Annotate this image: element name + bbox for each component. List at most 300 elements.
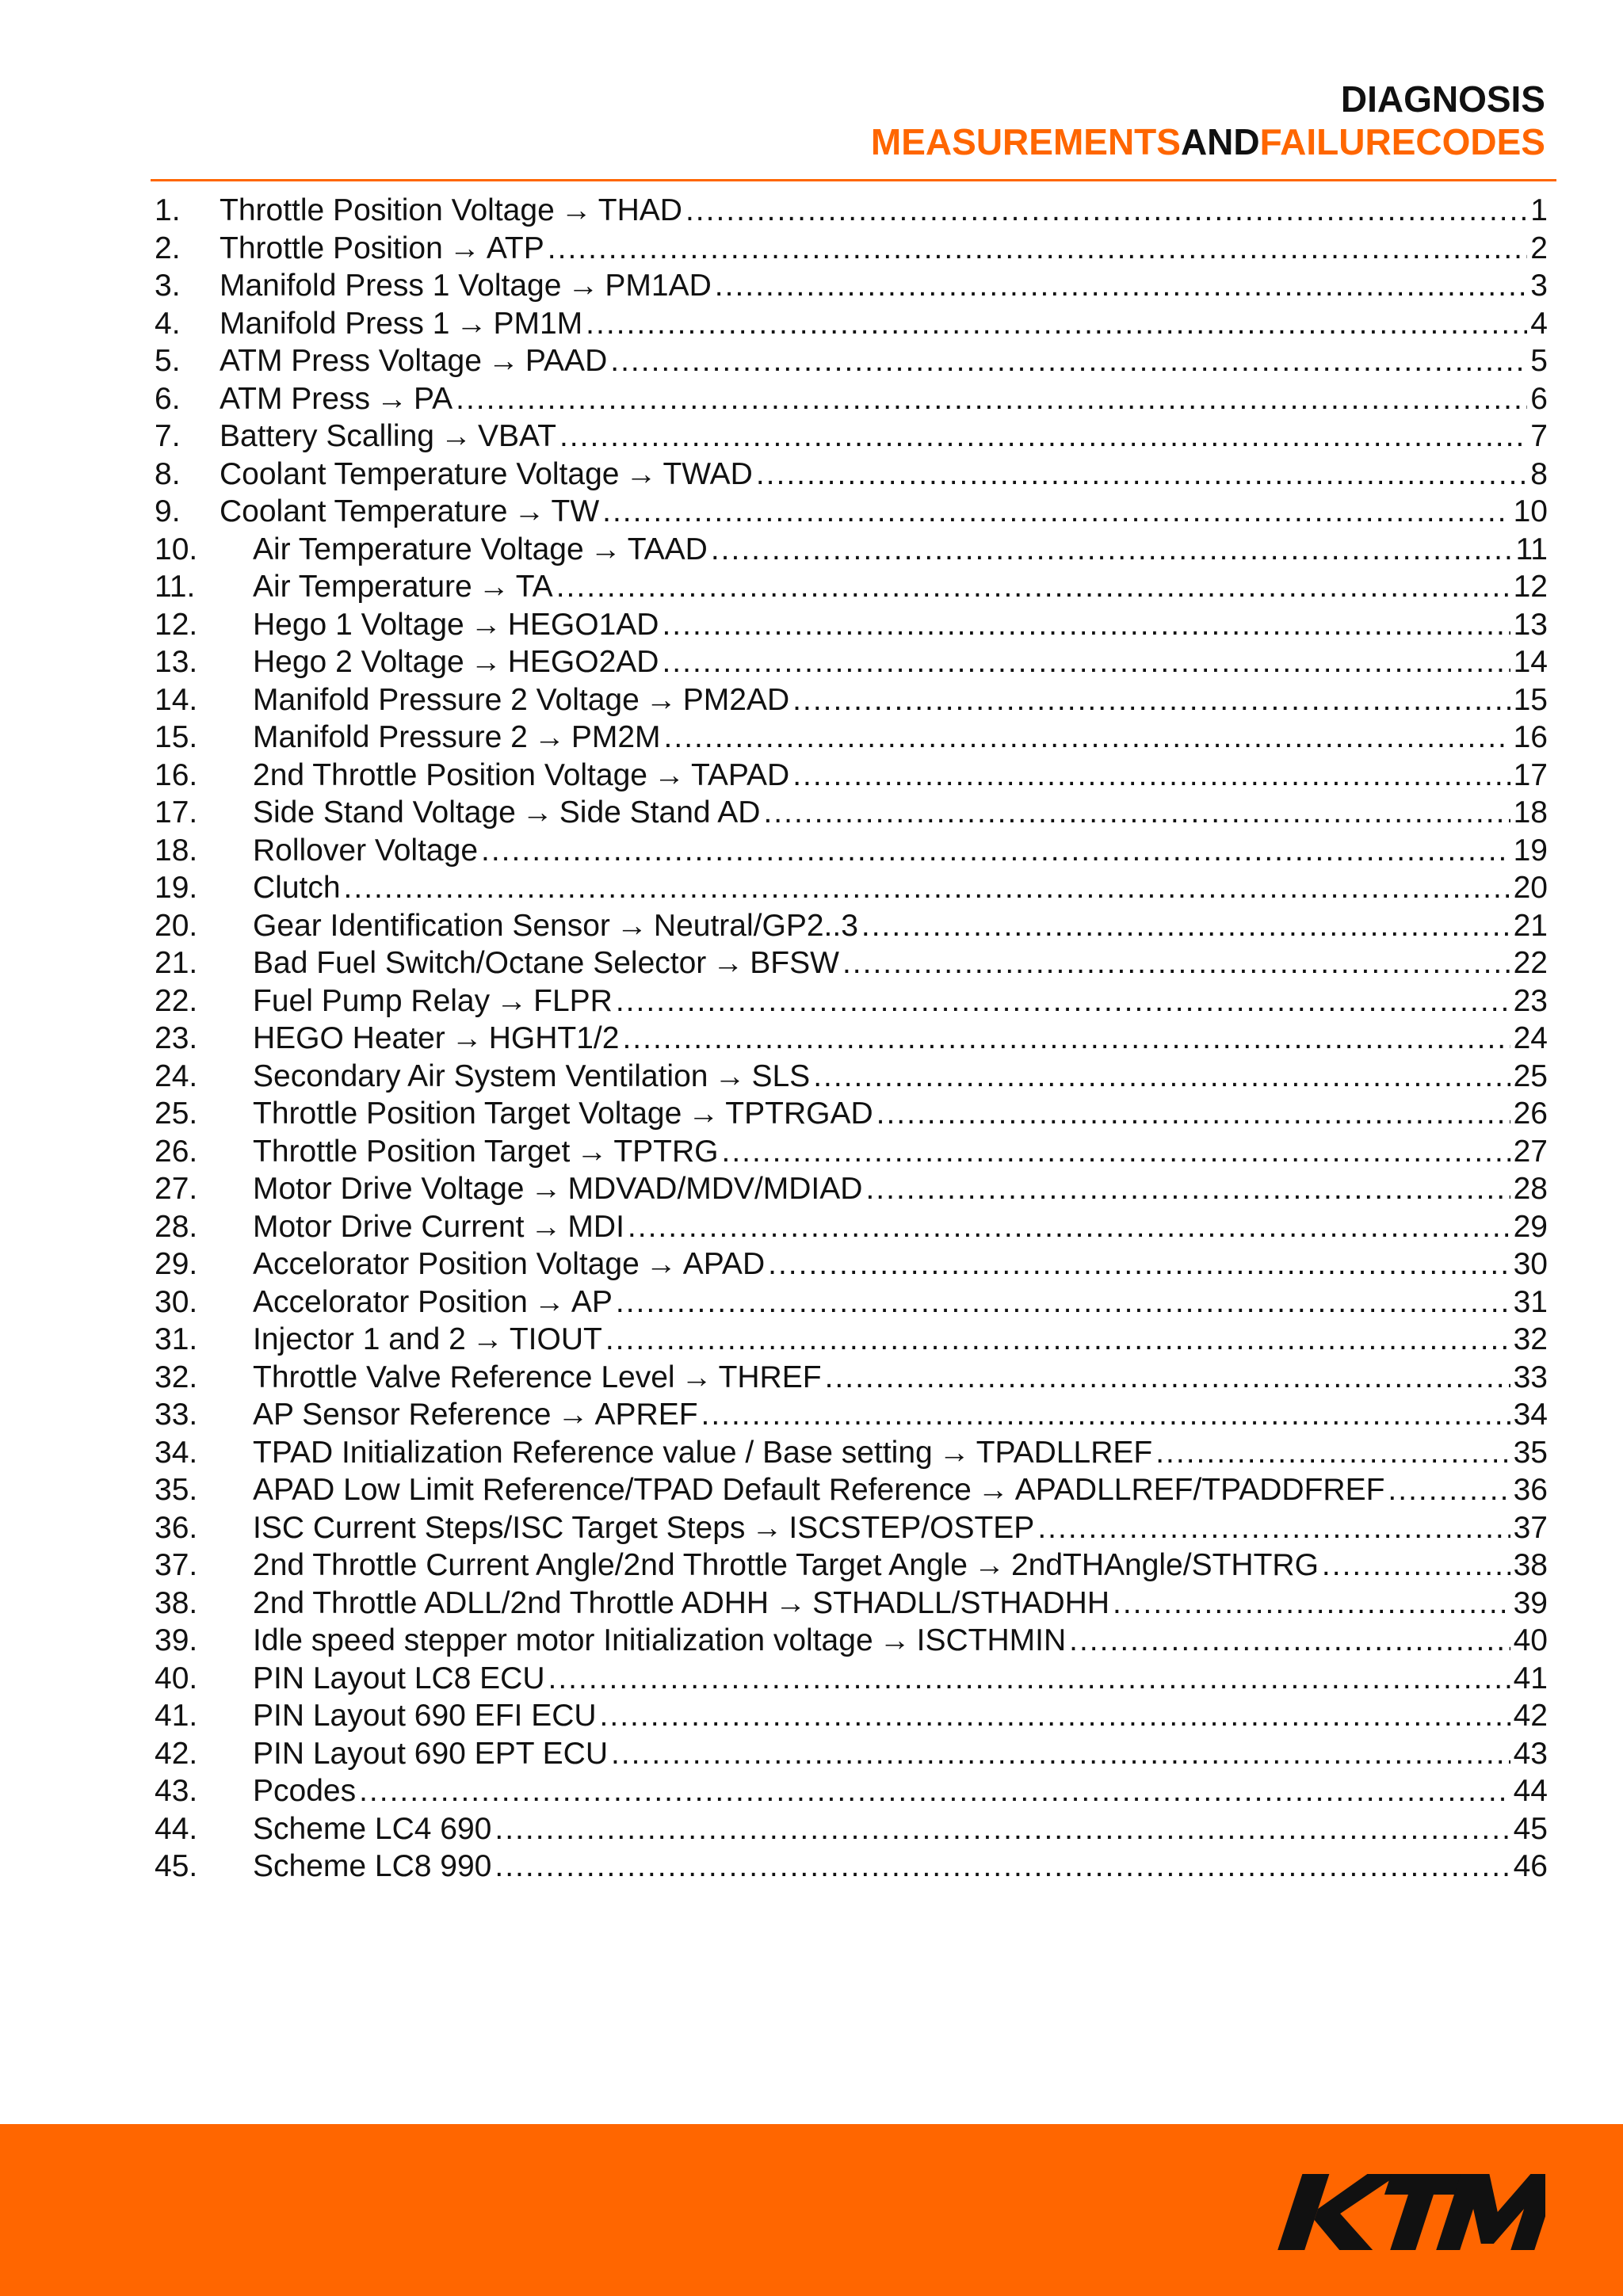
toc-entry-number: 32. [155, 1360, 198, 1394]
toc-entry[interactable] [155, 794, 1548, 832]
arrow-right-icon: → [472, 1322, 503, 1356]
dot-leader [861, 907, 1510, 945]
toc-entry-label: TPAD Initialization Reference value / Base setting [253, 1435, 933, 1470]
toc-entry-number: 19. [155, 871, 198, 905]
arrow-right-icon: → [533, 1284, 565, 1319]
toc-entry-page: 27 [1513, 1134, 1548, 1169]
footer-band [0, 2124, 1623, 2296]
toc-entry-page: 17 [1513, 757, 1548, 792]
toc-entry-label: Coolant Temperature Voltage [220, 456, 620, 491]
toc-entry[interactable] [155, 944, 1548, 982]
toc-entry-number: 43. [155, 1774, 198, 1808]
arrow-right-icon: → [560, 193, 592, 227]
toc-entry-label: Idle speed stepper motor Initialization voltage [253, 1623, 873, 1657]
toc-entry[interactable] [155, 1697, 1548, 1735]
toc-entry-page: 16 [1513, 720, 1548, 754]
toc-entry-title [253, 1547, 1319, 1585]
toc-entry-number: 1. [155, 193, 181, 227]
subtitle-part-and: AND [1180, 121, 1260, 162]
toc-entry-number: 5. [155, 344, 181, 378]
toc-entry-number: 37. [155, 1548, 198, 1582]
toc-entry-code: TPTRG [613, 1134, 719, 1169]
toc-entry-title [253, 1810, 491, 1848]
toc-entry-number: 41. [155, 1699, 198, 1733]
toc-entry-title [220, 456, 753, 494]
toc-entry-code: VBAT [477, 419, 556, 453]
toc-entry[interactable] [155, 1434, 1548, 1472]
toc-entry-page: 39 [1513, 1585, 1548, 1620]
arrow-right-icon: → [645, 1247, 677, 1281]
toc-entry-code: HEGO2AD [507, 645, 659, 679]
arrow-right-icon: → [576, 1134, 608, 1169]
arrow-right-icon: → [533, 720, 565, 754]
toc-entry[interactable] [155, 305, 1548, 343]
toc-entry-label: Throttle Position Voltage [220, 193, 555, 227]
toc-entry-title [253, 1359, 822, 1397]
dot-leader [548, 1660, 1510, 1698]
toc-entry-label: AP Sensor Reference [253, 1398, 552, 1432]
dot-leader [622, 1020, 1510, 1058]
toc-entry-page: 28 [1513, 1172, 1548, 1206]
dot-leader [611, 1735, 1510, 1773]
arrow-right-icon: → [449, 231, 480, 265]
toc-entry[interactable] [155, 982, 1548, 1020]
toc-entry-number: 24. [155, 1058, 198, 1093]
toc-entry-title [253, 643, 659, 681]
toc-entry-title [253, 907, 858, 945]
toc-entry[interactable] [155, 1810, 1548, 1848]
toc-entry-label: PIN Layout 690 EPT ECU [253, 1736, 609, 1771]
dot-leader [664, 719, 1510, 757]
arrow-right-icon: → [645, 682, 677, 717]
toc-entry[interactable] [155, 757, 1548, 795]
toc-entry-page: 29 [1513, 1209, 1548, 1244]
toc-entry-number: 12. [155, 607, 198, 642]
toc-entry-code: TAPAD [690, 757, 790, 792]
toc-entry-title [253, 1622, 1066, 1660]
toc-entry[interactable] [155, 418, 1548, 456]
dot-leader [559, 418, 1527, 456]
arrow-right-icon: → [376, 381, 407, 416]
dot-leader [495, 1810, 1510, 1848]
toc-entry[interactable] [155, 643, 1548, 681]
toc-entry-code: TAAD [627, 532, 708, 566]
toc-entry-page: 31 [1513, 1284, 1548, 1319]
toc-entry-number: 18. [155, 833, 198, 868]
toc-entry-title [253, 1471, 1384, 1509]
toc-entry[interactable] [155, 832, 1548, 870]
arrow-right-icon: → [977, 1473, 1009, 1507]
table-of-contents [155, 192, 1548, 1886]
toc-entry[interactable] [155, 1396, 1548, 1434]
dot-leader [1155, 1434, 1510, 1472]
page-subtitle [871, 120, 1545, 163]
toc-entry-code: PM2M [571, 720, 661, 754]
toc-entry-title [253, 1245, 765, 1283]
toc-entry-page: 37 [1513, 1510, 1548, 1545]
toc-entry-page: 2 [1530, 231, 1548, 265]
toc-entry-label: Battery Scalling [220, 419, 434, 453]
toc-entry-label: Manifold Pressure 2 [253, 720, 528, 754]
toc-entry[interactable] [155, 493, 1548, 531]
toc-entry-code: PA [413, 381, 453, 416]
toc-entry-label: Side Stand Voltage [253, 795, 516, 830]
toc-entry-label: Throttle Position Target Voltage [253, 1097, 682, 1131]
toc-entry-label: Accelorator Position [253, 1284, 528, 1319]
dot-leader [662, 643, 1510, 681]
toc-entry-label: 2nd Throttle Current Angle/2nd Throttle Target Angle [253, 1548, 968, 1582]
toc-entry-code: STHADLL/STHADHH [812, 1585, 1110, 1620]
toc-entry[interactable] [155, 1245, 1548, 1283]
toc-entry-page: 46 [1513, 1849, 1548, 1883]
toc-entry-title [253, 982, 613, 1020]
toc-entry-label: Scheme LC4 690 [253, 1811, 492, 1846]
toc-entry-number: 10. [155, 532, 198, 566]
toc-entry-page: 19 [1513, 833, 1548, 868]
toc-entry-code: PM1AD [605, 269, 712, 303]
toc-entry-number: 25. [155, 1097, 198, 1131]
toc-entry-number: 22. [155, 983, 198, 1018]
toc-entry-code: Side Stand AD [559, 795, 761, 830]
toc-entry-label: Hego 2 Voltage [253, 645, 464, 679]
toc-entry-number: 15. [155, 720, 198, 754]
toc-entry[interactable] [155, 1095, 1548, 1133]
dot-leader [602, 493, 1510, 531]
arrow-right-icon: → [653, 757, 685, 792]
toc-entry-label: Motor Drive Current [253, 1209, 525, 1244]
toc-entry-number: 23. [155, 1021, 198, 1055]
toc-entry-label: PIN Layout 690 EFI ECU [253, 1699, 597, 1733]
dot-leader [605, 1321, 1510, 1359]
dot-leader [842, 944, 1510, 982]
subtitle-part-measurements: MEASUREMENTS [870, 121, 1181, 162]
toc-entry-code: TW [551, 494, 600, 528]
toc-entry-title [220, 305, 582, 343]
arrow-right-icon: → [714, 1058, 746, 1093]
toc-entry-title [253, 1170, 862, 1208]
toc-entry-number: 40. [155, 1661, 198, 1695]
toc-entry-page: 36 [1513, 1473, 1548, 1507]
arrow-right-icon: → [625, 456, 657, 491]
toc-entry-title [253, 1020, 619, 1058]
dot-leader [456, 380, 1527, 418]
toc-entry-title [253, 1396, 698, 1434]
toc-entry-code: AP [571, 1284, 613, 1319]
toc-entry-code: MDVAD/MDV/MDIAD [567, 1172, 863, 1206]
toc-entry-code: FLPR [533, 983, 613, 1018]
dot-leader [628, 1208, 1510, 1246]
dot-leader [763, 794, 1510, 832]
dot-leader [865, 1170, 1510, 1208]
toc-entry-number: 6. [155, 381, 181, 416]
toc-entry-label: Manifold Press 1 [220, 306, 450, 341]
toc-entry-page: 14 [1513, 645, 1548, 679]
toc-entry[interactable] [155, 1283, 1548, 1322]
dot-leader [616, 1283, 1510, 1322]
toc-entry-page: 21 [1513, 908, 1548, 943]
toc-entry-title [253, 719, 661, 757]
toc-entry-title [253, 794, 760, 832]
toc-entry-label: ATM Press Voltage [220, 344, 482, 378]
toc-entry[interactable] [155, 1848, 1548, 1886]
toc-entry-code: PM2AD [682, 682, 790, 717]
toc-entry-title [253, 531, 708, 569]
dot-leader [548, 230, 1528, 268]
toc-entry-number: 39. [155, 1623, 198, 1657]
toc-entry[interactable] [155, 1471, 1548, 1509]
toc-entry-label: PIN Layout LC8 ECU [253, 1661, 545, 1695]
toc-entry-number: 4. [155, 306, 181, 341]
toc-entry-number: 14. [155, 682, 198, 717]
toc-entry-label: Hego 1 Voltage [253, 607, 464, 642]
toc-entry-number: 44. [155, 1811, 198, 1846]
arrow-right-icon: → [451, 1021, 483, 1055]
arrow-right-icon: → [681, 1360, 712, 1394]
arrow-right-icon: → [521, 795, 553, 830]
toc-entry-page: 38 [1513, 1548, 1548, 1582]
toc-entry-number: 30. [155, 1284, 198, 1319]
toc-entry[interactable] [155, 380, 1548, 418]
toc-entry-number: 2. [155, 231, 181, 265]
toc-entry-page: 5 [1530, 344, 1548, 378]
toc-entry[interactable] [155, 1058, 1548, 1096]
toc-entry[interactable] [155, 681, 1548, 719]
toc-entry-number: 13. [155, 645, 198, 679]
page-title: DIAGNOSIS [1340, 78, 1545, 120]
toc-entry-number: 27. [155, 1172, 198, 1206]
toc-entry[interactable] [155, 267, 1548, 305]
arrow-right-icon: → [616, 908, 647, 943]
toc-entry[interactable] [155, 1772, 1548, 1810]
toc-entry-code: APREF [594, 1398, 698, 1432]
toc-entry-page: 44 [1513, 1774, 1548, 1808]
arrow-right-icon: → [557, 1398, 589, 1432]
toc-entry-title [253, 757, 789, 795]
toc-entry-title [253, 1660, 545, 1698]
toc-entry-label: Accelorator Position Voltage [253, 1247, 640, 1281]
toc-entry-number: 35. [155, 1473, 198, 1507]
toc-entry[interactable] [155, 1020, 1548, 1058]
toc-entry-page: 10 [1513, 494, 1548, 528]
arrow-right-icon: → [487, 344, 519, 378]
toc-entry-page: 33 [1513, 1360, 1548, 1394]
arrow-right-icon: → [712, 946, 744, 980]
dot-leader [813, 1058, 1510, 1096]
toc-entry-title [253, 606, 659, 644]
toc-entry-page: 23 [1513, 983, 1548, 1018]
toc-entry-title [253, 1095, 873, 1133]
toc-entry-label: Manifold Press 1 Voltage [220, 269, 562, 303]
arrow-right-icon: → [530, 1172, 562, 1206]
subtitle-part-failurecodes: FAILURECODES [1259, 121, 1545, 162]
toc-entry-number: 42. [155, 1736, 198, 1771]
toc-entry-title [253, 1735, 608, 1773]
dot-leader [344, 869, 1510, 907]
toc-entry-number: 29. [155, 1247, 198, 1281]
toc-entry-label: Bad Fuel Switch/Octane Selector [253, 946, 707, 980]
arrow-right-icon: → [567, 269, 599, 303]
toc-entry-label: Throttle Valve Reference Level [253, 1360, 675, 1394]
toc-entry-title [253, 944, 839, 982]
dot-leader [715, 267, 1528, 305]
toc-entry-number: 17. [155, 795, 198, 830]
toc-entry[interactable] [155, 1622, 1548, 1660]
arrow-right-icon: → [530, 1209, 562, 1244]
dot-leader [495, 1848, 1510, 1886]
toc-entry[interactable] [155, 1735, 1548, 1773]
toc-entry-title [253, 1509, 1034, 1547]
toc-entry-code: PM1M [493, 306, 583, 341]
toc-entry-page: 6 [1530, 381, 1548, 416]
toc-entry-label: HEGO Heater [253, 1021, 445, 1055]
toc-entry-code: BFSW [750, 946, 839, 980]
dot-leader [792, 757, 1510, 795]
toc-entry[interactable] [155, 719, 1548, 757]
dot-leader [701, 1396, 1510, 1434]
toc-entry-label: 2nd Throttle Position Voltage [253, 757, 647, 792]
toc-entry-title [253, 1848, 491, 1886]
toc-entry-number: 45. [155, 1849, 198, 1883]
toc-entry[interactable] [155, 1547, 1548, 1585]
toc-entry-number: 36. [155, 1510, 198, 1545]
toc-entry-page: 45 [1513, 1811, 1548, 1846]
toc-entry-page: 41 [1513, 1661, 1548, 1695]
toc-entry-page: 32 [1513, 1322, 1548, 1356]
toc-entry-code: ATP [486, 231, 544, 265]
toc-entry[interactable] [155, 342, 1548, 380]
dot-leader [792, 681, 1510, 719]
arrow-right-icon: → [879, 1623, 911, 1657]
toc-entry-code: MDI [567, 1209, 624, 1244]
dot-leader [711, 531, 1513, 569]
toc-entry-number: 28. [155, 1209, 198, 1244]
toc-entry-title [253, 1283, 613, 1322]
dot-leader [768, 1245, 1510, 1283]
toc-entry-number: 7. [155, 419, 181, 453]
toc-entry-label: Fuel Pump Relay [253, 983, 491, 1018]
dot-leader [825, 1359, 1510, 1397]
toc-entry[interactable] [155, 1585, 1548, 1623]
toc-entry-label: 2nd Throttle ADLL/2nd Throttle ADHH [253, 1585, 769, 1620]
toc-entry-label: ISC Current Steps/ISC Target Steps [253, 1510, 746, 1545]
toc-entry[interactable] [155, 192, 1548, 230]
toc-entry[interactable] [155, 1208, 1548, 1246]
toc-entry-page: 11 [1515, 532, 1548, 566]
toc-entry-page: 12 [1513, 570, 1548, 604]
dot-leader [600, 1697, 1510, 1735]
toc-entry-label: Clutch [253, 871, 341, 905]
dot-leader [722, 1133, 1510, 1171]
toc-entry[interactable] [155, 1509, 1548, 1547]
toc-entry-title [253, 1058, 810, 1096]
toc-entry-page: 4 [1530, 306, 1548, 341]
toc-entry-label: Throttle Position Target [253, 1134, 571, 1169]
toc-entry-page: 3 [1530, 269, 1548, 303]
toc-entry-label: Pcodes [253, 1774, 357, 1808]
toc-entry-code: Neutral/GP2..3 [653, 908, 858, 943]
toc-entry-number: 9. [155, 494, 181, 528]
toc-entry[interactable] [155, 568, 1548, 606]
dot-leader [556, 568, 1510, 606]
toc-entry-label: Gear Identification Sensor [253, 908, 610, 943]
toc-entry[interactable] [155, 1170, 1548, 1208]
toc-entry[interactable] [155, 869, 1548, 907]
toc-entry[interactable] [155, 606, 1548, 644]
toc-entry-title [253, 1208, 624, 1246]
toc-entry[interactable] [155, 230, 1548, 268]
toc-entry-title [253, 1772, 356, 1810]
toc-entry-code: HGHT1/2 [488, 1021, 620, 1055]
toc-entry-code: 2ndTHAngle/STHTRG [1010, 1548, 1319, 1582]
arrow-right-icon: → [456, 306, 487, 341]
toc-entry-code: TA [515, 570, 553, 604]
toc-entry-code: PAAD [525, 344, 608, 378]
toc-entry-label: Throttle Position [220, 231, 443, 265]
dot-leader [610, 342, 1527, 380]
arrow-right-icon: → [470, 607, 502, 642]
toc-entry-title [253, 1697, 597, 1735]
arrow-right-icon: → [496, 983, 528, 1018]
dot-leader [1069, 1622, 1510, 1660]
toc-entry-label: ATM Press [220, 381, 370, 416]
toc-entry-label: Motor Drive Voltage [253, 1172, 525, 1206]
toc-entry-number: 31. [155, 1322, 198, 1356]
toc-entry-page: 26 [1513, 1097, 1548, 1131]
arrow-right-icon: → [440, 419, 472, 453]
toc-entry[interactable] [155, 1359, 1548, 1397]
dot-leader [685, 192, 1527, 230]
toc-entry-title [220, 380, 453, 418]
toc-entry-title [253, 568, 553, 606]
toc-entry[interactable] [155, 907, 1548, 945]
dot-leader [662, 606, 1510, 644]
toc-entry[interactable] [155, 456, 1548, 494]
toc-entry-title [253, 832, 478, 870]
toc-entry-title [253, 1434, 1152, 1472]
toc-entry[interactable] [155, 1321, 1548, 1359]
arrow-right-icon: → [590, 532, 621, 566]
toc-entry-title [220, 418, 556, 456]
toc-entry[interactable] [155, 1660, 1548, 1698]
toc-entry-code: APAD [682, 1247, 766, 1281]
toc-entry-page: 25 [1513, 1058, 1548, 1093]
toc-entry-label: Secondary Air System Ventilation [253, 1058, 708, 1093]
toc-entry-page: 43 [1513, 1736, 1548, 1771]
toc-entry-number: 34. [155, 1435, 198, 1470]
toc-entry[interactable] [155, 1133, 1548, 1171]
toc-entry[interactable] [155, 531, 1548, 569]
toc-entry-title [220, 267, 712, 305]
toc-entry-page: 42 [1513, 1699, 1548, 1733]
toc-entry-title [253, 869, 341, 907]
toc-entry-label: Air Temperature [253, 570, 472, 604]
toc-entry-title [253, 1321, 602, 1359]
toc-entry-label: Rollover Voltage [253, 833, 479, 868]
toc-entry-number: 33. [155, 1398, 198, 1432]
toc-entry-page: 13 [1513, 607, 1548, 642]
toc-entry-page: 35 [1513, 1435, 1548, 1470]
toc-entry-code: TPADLLREF [976, 1435, 1153, 1470]
arrow-right-icon: → [938, 1435, 970, 1470]
toc-entry-page: 15 [1513, 682, 1548, 717]
dot-leader [1113, 1585, 1510, 1623]
toc-entry-code: APADLLREF/TPADDFREF [1014, 1473, 1385, 1507]
toc-entry-code: THREF [718, 1360, 822, 1394]
toc-entry-title [253, 681, 789, 719]
toc-entry-label: Scheme LC8 990 [253, 1849, 492, 1883]
arrow-right-icon: → [470, 645, 502, 679]
dot-leader [359, 1772, 1510, 1810]
